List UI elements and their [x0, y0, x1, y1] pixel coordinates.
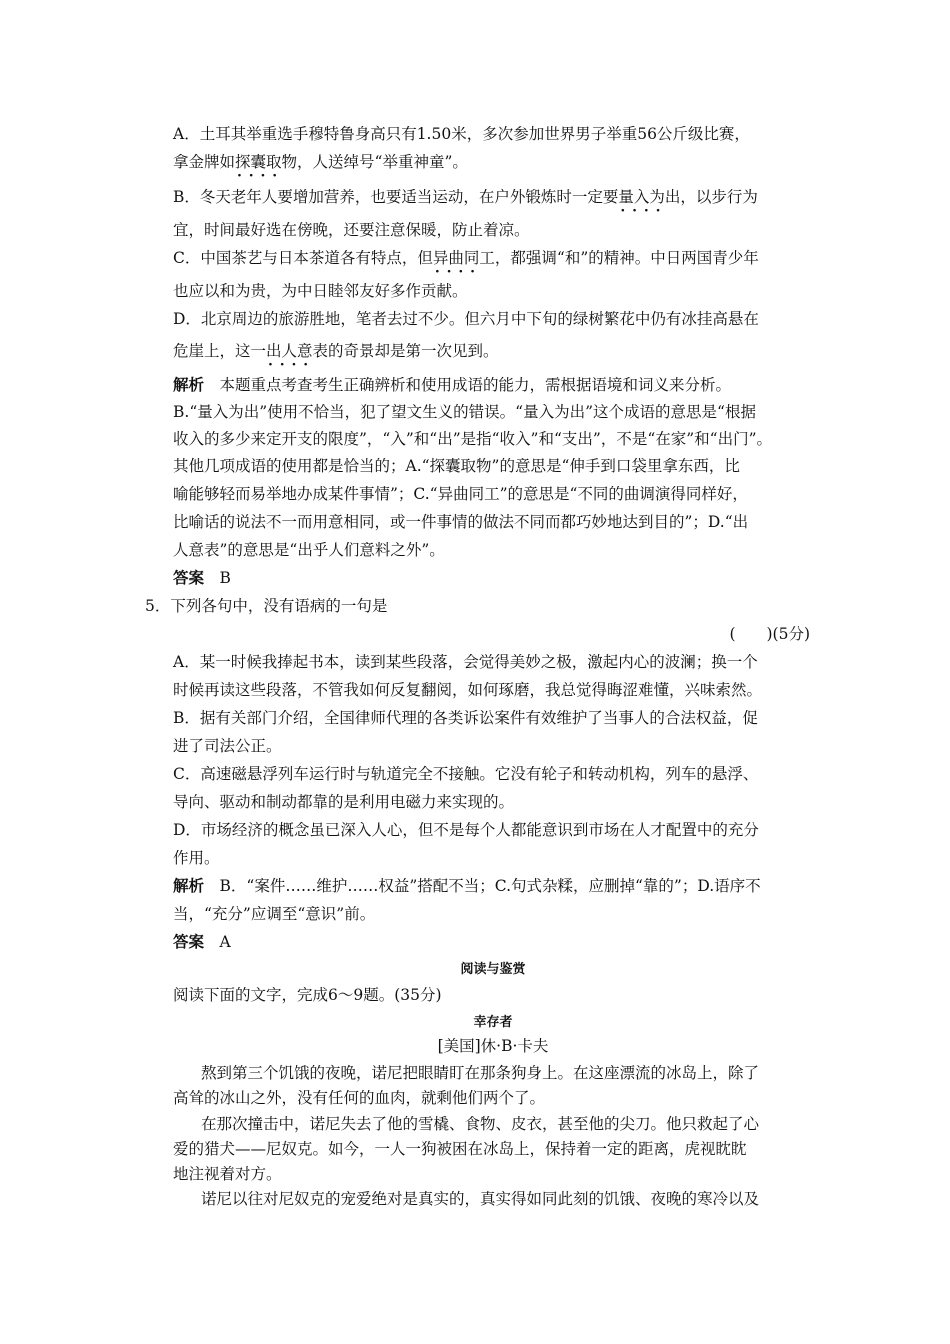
reading-intro: 阅读下面的文字，完成6～9题。(35分)	[173, 986, 442, 1004]
q5-analysis-line2: 当，“充分”应调至“意识”前。	[173, 905, 376, 923]
text: ，人送绰号“举重神童”。	[297, 153, 468, 171]
analysis-label: 解析	[173, 375, 205, 394]
paragraph-1-line2: 高耸的冰山之外，没有任何的血肉，就剩他们两个了。	[173, 1089, 546, 1107]
paragraph-2-line2: 爱的猎犬——尼奴克。如今，一人一狗被困在冰岛上，保持着一定的距离，虎视眈眈	[173, 1140, 747, 1158]
text: 本题重点考查考生正确辨析和使用成语的能力，需根据语境和词义来分析。	[219, 376, 732, 394]
q5-stem: 5．下列各句中，没有语病的一句是	[145, 597, 388, 615]
paragraph-2-line3: 地注视着对方。	[173, 1165, 282, 1183]
q5-answer	[173, 932, 813, 952]
q4-option-d-line2	[173, 341, 813, 361]
text: 危崖上，这一	[173, 342, 267, 360]
q4-option-c-line2: 也应以和为贵，为中日睦邻友好多作贡献。	[173, 282, 468, 300]
q4-analysis-line1	[173, 375, 813, 395]
q4-analysis-line4: 其他几项成语的使用都是恰当的；A.“探囊取物”的意思是“伸手到口袋里拿东西，比	[173, 457, 740, 475]
text: C．中国茶艺与日本茶道各有特点，但	[173, 249, 433, 267]
q4-analysis-line6: 比喻话的说法不一而用意相同，或一件事情的做法不同而都巧妙地达到目的”；D.“出	[173, 513, 749, 531]
q4-answer	[173, 568, 813, 588]
analysis-label: 解析	[173, 876, 205, 895]
q5-option-b-line1: B．据有关部门介绍，全国律师代理的各类诉讼案件有效维护了当事人的合法权益，促	[173, 709, 758, 727]
dotted-idiom: 异曲同工 · · · ·	[433, 249, 495, 267]
q4-analysis-line3: 收入的多少来定开支的限度”，“入”和“出”是指“收入”和“支出”，不是“在家”和“出门”。	[173, 430, 773, 448]
section-title: 阅读与鉴赏	[460, 962, 526, 977]
paragraph-1-line1: 熬到第三个饥饿的夜晚，诺尼把眼睛盯在那条狗身上。在这座漂流的冰岛上，除了	[201, 1064, 760, 1082]
dotted-idiom: 探囊取物 · · · ·	[235, 153, 297, 171]
text: ，以步行为	[680, 188, 758, 206]
q5-analysis-line1	[173, 876, 813, 896]
q5-option-d-line1: D．市场经济的概念虽已深入人心，但不是每个人都能意识到市场在人才配置中的充分	[173, 821, 759, 839]
q4-option-a-line2	[173, 152, 813, 172]
paragraph-3-line1: 诺尼以往对尼奴克的宠爱绝对是真实的，真实得如同此刻的饥饿、夜晚的寒冷以及	[201, 1190, 760, 1208]
text: B．“案件……维护……权益”搭配不当；C.句式杂糅，应删掉“靠的”；D.语序不	[219, 877, 761, 895]
dotted-idiom: 出人意表 · · · ·	[266, 342, 328, 360]
q5-option-c-line2: 导向、驱动和制动都靠的是利用电磁力来实现的。	[173, 793, 515, 811]
answer-value: A	[219, 933, 231, 951]
answer-value: B	[219, 569, 231, 587]
story-author: [美国]休·B·卡夫	[437, 1037, 549, 1055]
paragraph-2-line1: 在那次撞击中，诺尼失去了他的雪橇、食物、皮衣，甚至他的尖刀。他只救起了心	[201, 1115, 760, 1133]
q4-option-b-line1	[173, 187, 813, 207]
story-title: 幸存者	[473, 1015, 513, 1030]
text: ，都强调“和”的精神。中日两国青少年	[494, 249, 759, 267]
q5-option-a-line1: A．某一时候我捧起书本，读到某些段落，会觉得美妙之极，激起内心的波澜；换一个	[173, 653, 758, 671]
q4-analysis-line7: 人意表”的意思是“出乎人们意料之外”。	[173, 541, 445, 559]
q4-analysis-line5: 喻能够轻而易举地办成某件事情”；C.“异曲同工”的意思是“不同的曲调演得同样好，	[173, 485, 748, 503]
q4-option-c-line1	[173, 248, 813, 268]
q4-option-b-line2: 宜，时间最好选在傍晚，还要注意保暖，防止着凉。	[173, 221, 530, 239]
q4-option-d-line1: D．北京周边的旅游胜地，笔者去过不少。但六月中下旬的绿树繁花中仍有冰挂高悬在	[173, 310, 759, 328]
answer-label: 答案	[173, 932, 205, 951]
dotted-idiom: 量入为出 · · · ·	[618, 188, 680, 206]
q5-option-c-line1: C．高速磁悬浮列车运行时与轨道完全不接触。它没有轮子和转动机构，列车的悬浮、	[173, 765, 759, 783]
q4-option-a-line1: A．土耳其举重选手穆特鲁身高只有1.50米，多次参加世界男子举重56公斤级比赛，	[173, 125, 750, 143]
text: B．冬天老年人要增加营养，也要适当运动，在户外锻炼时一定要	[173, 188, 619, 206]
text: 拿金牌如	[173, 153, 236, 171]
q5-option-b-line2: 进了司法公正。	[173, 737, 282, 755]
q4-analysis-line2: B.“量入为出”使用不恰当，犯了望文生义的错误。“量入为出”这个成语的意思是“根据	[173, 403, 756, 421]
q5-option-a-line2: 时候再读这些段落，不管我如何反复翻阅，如何琢磨，我总觉得晦涩难懂，兴味索然。	[173, 681, 763, 699]
answer-label: 答案	[173, 568, 205, 587]
text: 的奇景却是第一次见到。	[328, 342, 499, 360]
q5-score: ( )(5分)	[729, 625, 810, 643]
q5-option-d-line2: 作用。	[173, 849, 220, 867]
